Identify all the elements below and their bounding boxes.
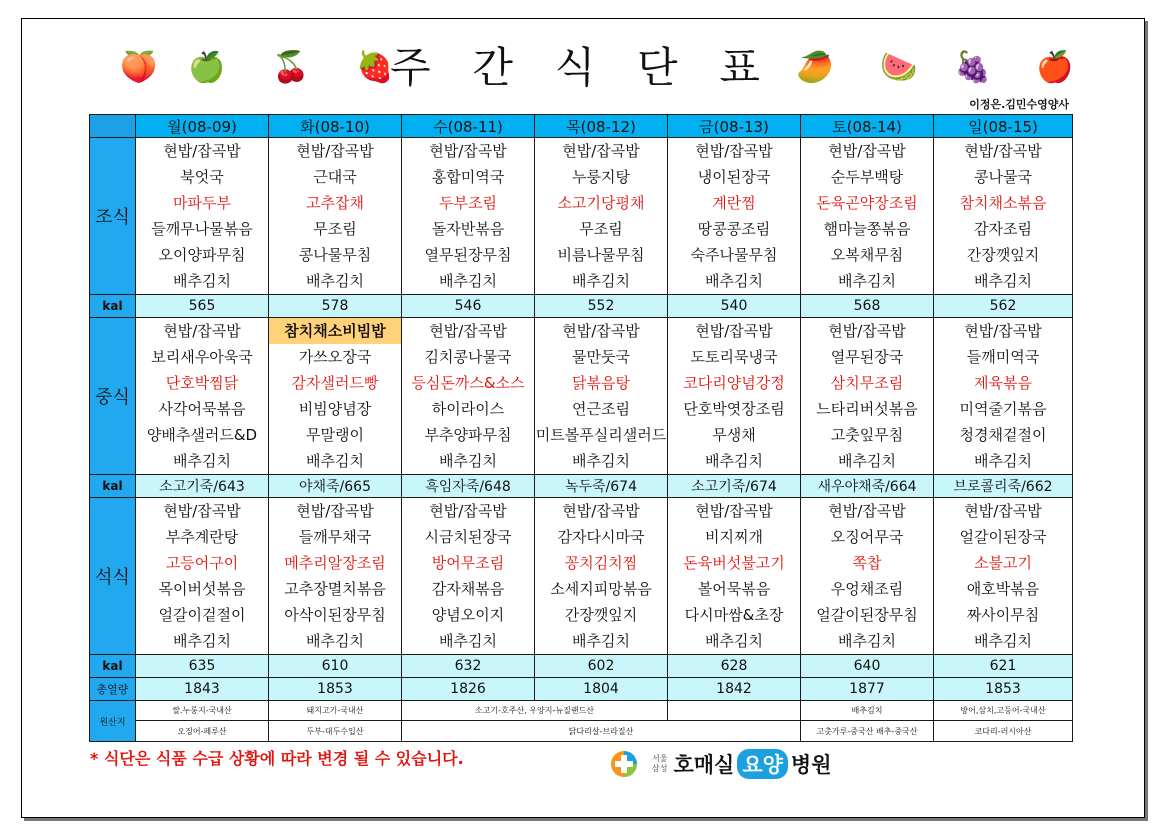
origin-cell: 오징어-페루산 [136,721,269,742]
food-row [90,242,1073,268]
page-title [390,42,760,94]
origin-row [90,701,1073,721]
menu-item: 소고기당평채 [535,190,668,216]
menu-item: 오복채무침 [801,242,934,268]
kal-value: 새우야채죽/664 [801,475,934,498]
menu-item: 단호박찜닭 [136,370,269,396]
menu-item: 고추장멸치볶음 [269,576,402,602]
title-char: 표 [719,43,760,92]
menu-item: 비름나물무침 [535,242,668,268]
food-row [90,628,1073,655]
menu-item: 배추김치 [136,268,269,295]
day-header: 토(08-14) [801,115,934,138]
hospital-name [673,749,831,779]
menu-item: 배추김치 [535,448,668,475]
menu-item: 배추김치 [269,628,402,655]
menu-item: 비지찌개 [668,524,801,550]
pomegranate-icon: 🍎 [1036,50,1074,85]
menu-item: 메추리알장조림 [269,550,402,576]
menu-item: 현밥/잡곡밥 [535,498,668,525]
kal-label: kal [90,295,136,318]
menu-item: 현밥/잡곡밥 [801,318,934,345]
day-header: 금(08-13) [668,115,801,138]
corner-cell [90,115,136,138]
kal-row [90,655,1073,678]
menu-item: 무조림 [269,216,402,242]
kal-value: 552 [535,295,668,318]
logo-small-top: 서울 [652,754,668,763]
watermelon-icon: 🍉 [880,50,918,85]
origin-cell: 소고기-호주산, 우양지-뉴질랜드산 [402,701,668,721]
menu-item: 홍합미역국 [402,164,535,190]
kal-value: 562 [934,295,1073,318]
menu-item: 감자조림 [934,216,1073,242]
notice-text: * 식단은 식품 수급 상황에 따라 변경 될 수 있습니다. [90,749,464,768]
meal-label: 석식 [90,498,136,655]
menu-item: 애호박볶음 [934,576,1073,602]
food-row [90,396,1073,422]
menu-item: 무조림 [535,216,668,242]
origin-cell: 배추김치 [801,701,934,721]
title-char: 주 [390,43,431,92]
origin-cell: 고춧가루-중국산 배추-중국산 [801,721,934,742]
menu-item: 열무된장국 [801,344,934,370]
title-row [0,0,1171,111]
menu-item: 고춧잎무침 [801,422,934,448]
menu-item: 배추김치 [801,628,934,655]
food-row [90,422,1073,448]
kal-value: 568 [801,295,934,318]
food-row [90,524,1073,550]
menu-item: 땅콩콩조림 [668,216,801,242]
day-header: 목(08-12) [535,115,668,138]
hospital-logo-icon [608,748,648,780]
menu-item: 등심돈까스&소스 [402,370,535,396]
total-value: 1853 [934,678,1073,701]
menu-item: 무말랭이 [269,422,402,448]
total-value: 1826 [402,678,535,701]
menu-item: 방어무조림 [402,550,535,576]
menu-item: 배추김치 [136,448,269,475]
menu-item: 들깨미역국 [934,344,1073,370]
logo-small-bottom: 삼성 [652,764,668,773]
menu-item: 비빔양념장 [269,396,402,422]
menu-item: 햄마늘쫑볶음 [801,216,934,242]
food-row [90,318,1073,345]
kal-value: 578 [269,295,402,318]
menu-item: 부추계란탕 [136,524,269,550]
menu-item: 미트볼푸실리샐러드 [535,422,668,448]
menu-item: 짜사이무침 [934,602,1073,628]
menu-item: 도토리묵냉국 [668,344,801,370]
kal-value: 흑임자죽/648 [402,475,535,498]
menu-item: 배추김치 [934,448,1073,475]
menu-item: 북엇국 [136,164,269,190]
food-row [90,370,1073,396]
logo-small-text [652,754,667,774]
menu-item: 배추김치 [269,268,402,295]
menu-item: 하이라이스 [402,396,535,422]
menu-item: 무생채 [668,422,801,448]
kal-row [90,475,1073,498]
kal-value: 632 [402,655,535,678]
menu-item: 현밥/잡곡밥 [402,318,535,345]
raspberry-icon: 🍓 [356,50,394,85]
menu-item: 얼갈이겉절이 [136,602,269,628]
author-label: 이정은.김민수영양사 [969,98,1069,111]
menu-item: 현밥/잡곡밥 [136,318,269,345]
menu-item: 간장깻잎지 [934,242,1073,268]
kal-label: kal [90,655,136,678]
menu-item: 현밥/잡곡밥 [136,498,269,525]
food-row [90,498,1073,525]
kal-value: 녹두죽/674 [535,475,668,498]
menu-item: 현밥/잡곡밥 [668,318,801,345]
meal-label: 조식 [90,138,136,295]
food-row [90,448,1073,475]
kal-value: 브로콜리죽/662 [934,475,1073,498]
kal-label: kal [90,475,136,498]
hospital-logo [608,748,831,780]
menu-item: 소세지피망볶음 [535,576,668,602]
menu-item: 현밥/잡곡밥 [934,138,1073,165]
menu-item: 현밥/잡곡밥 [269,498,402,525]
day-header: 수(08-11) [402,115,535,138]
menu-item: 현밥/잡곡밥 [801,498,934,525]
menu-item: 콩나물국 [934,164,1073,190]
menu-item: 콩나물무침 [269,242,402,268]
menu-item: 배추김치 [535,628,668,655]
menu-item: 양념오이지 [402,602,535,628]
menu-item: 배추김치 [934,628,1073,655]
meal-label: 중식 [90,318,136,475]
apple-icon: 🍏 [188,50,226,85]
menu-item: 시금치된장국 [402,524,535,550]
food-row [90,344,1073,370]
kal-value: 628 [668,655,801,678]
cherry-icon: 🍒 [272,50,310,85]
total-value: 1804 [535,678,668,701]
total-value: 1853 [269,678,402,701]
menu-item: 오징어무국 [801,524,934,550]
origin-cell: 두부-대두수입산 [269,721,402,742]
menu-item: 배추김치 [801,448,934,475]
menu-item: 김치콩나물국 [402,344,535,370]
menu-item: 닭볶음탕 [535,370,668,396]
menu-item: 소불고기 [934,550,1073,576]
title-char: 단 [637,43,678,92]
menu-item: 누룽지탕 [535,164,668,190]
menu-item: 현밥/잡곡밥 [269,138,402,165]
origin-cell: 돼지고기-국내산 [269,701,402,721]
food-row [90,216,1073,242]
menu-item: 느타리버섯볶음 [801,396,934,422]
menu-item: 배추김치 [269,448,402,475]
menu-item: 근대국 [269,164,402,190]
menu-item: 단호박엿장조림 [668,396,801,422]
menu-item: 돈육곤약장조림 [801,190,934,216]
food-row [90,164,1073,190]
food-row [90,602,1073,628]
menu-item: 열무된장무침 [402,242,535,268]
menu-item: 고등어구이 [136,550,269,576]
menu-item: 냉이된장국 [668,164,801,190]
menu-item: 양배추샐러드&D [136,422,269,448]
origin-cell [668,701,801,721]
total-value: 1843 [136,678,269,701]
menu-item: 간장깻잎지 [535,602,668,628]
hospital-name-pill: 요양 [737,749,788,779]
menu-item: 사각어묵볶음 [136,396,269,422]
menu-item: 현밥/잡곡밥 [136,138,269,165]
menu-item: 보리새우아욱국 [136,344,269,370]
kal-value: 546 [402,295,535,318]
header-row [90,115,1073,138]
day-header: 화(08-10) [269,115,402,138]
menu-item: 얼갈이된장무침 [801,602,934,628]
menu-item: 다시마쌈&초장 [668,602,801,628]
food-row [90,268,1073,295]
menu-item: 숙주나물무침 [668,242,801,268]
menu-item: 연근조림 [535,396,668,422]
kal-value: 소고기죽/674 [668,475,801,498]
menu-item: 배추김치 [934,268,1073,295]
menu-item: 고추잡채 [269,190,402,216]
kal-row [90,295,1073,318]
menu-item: 청경채겉절이 [934,422,1073,448]
menu-item: 부추양파무침 [402,422,535,448]
grape-icon: 🍇 [954,50,992,85]
menu-item: 얼갈이된장국 [934,524,1073,550]
menu-item: 배추김치 [668,448,801,475]
menu-item: 마파두부 [136,190,269,216]
menu-item: 코다리양념강정 [668,370,801,396]
menu-item: 배추김치 [535,268,668,295]
origin-row [90,721,1073,742]
total-label: 총열량 [90,678,136,701]
menu-item: 볼어묵볶음 [668,576,801,602]
title-char: 간 [472,43,513,92]
food-row [90,190,1073,216]
menu-item: 감자다시마국 [535,524,668,550]
menu-item: 제육볶음 [934,370,1073,396]
origin-label: 원산지 [90,701,136,742]
menu-item: 현밥/잡곡밥 [535,138,668,165]
menu-item: 참치채소비빔밥 [269,318,402,345]
peach-icon: 🍑 [120,50,158,85]
origin-cell: 닭다리살-브라질산 [402,721,801,742]
hospital-name-pre: 호매실 [673,753,735,777]
menu-item: 오이양파무침 [136,242,269,268]
menu-item: 두부조림 [402,190,535,216]
total-value: 1877 [801,678,934,701]
menu-item: 계란찜 [668,190,801,216]
kal-value: 640 [801,655,934,678]
kal-value: 602 [535,655,668,678]
food-row [90,550,1073,576]
menu-item: 순두부백탕 [801,164,934,190]
hospital-name-post: 병원 [790,753,832,777]
menu-item: 미역줄기볶음 [934,396,1073,422]
menu-item: 현밥/잡곡밥 [402,498,535,525]
menu-item: 감자채볶음 [402,576,535,602]
menu-item: 배추김치 [136,628,269,655]
menu-item: 배추김치 [668,628,801,655]
menu-item: 현밥/잡곡밥 [668,498,801,525]
kal-value: 540 [668,295,801,318]
kal-value: 565 [136,295,269,318]
menu-item: 꽁치김치찜 [535,550,668,576]
menu-item: 배추김치 [668,268,801,295]
origin-cell: 쌀.누룽지-국내산 [136,701,269,721]
weekly-menu-table [89,114,1073,742]
menu-item: 우엉채조림 [801,576,934,602]
total-row [90,678,1073,701]
kal-value: 610 [269,655,402,678]
menu-item: 배추김치 [402,268,535,295]
menu-item: 가쓰오장국 [269,344,402,370]
menu-item: 참치채소볶음 [934,190,1073,216]
menu-item: 목이버섯볶음 [136,576,269,602]
kal-value: 야채죽/665 [269,475,402,498]
title-char: 식 [554,43,596,92]
origin-cell: 코다리-러시아산 [934,721,1073,742]
menu-item: 배추김치 [801,268,934,295]
menu-item: 아삭이된장무침 [269,602,402,628]
menu-item: 들깨무나물볶음 [136,216,269,242]
origin-cell: 방어,삼치,고등어-국내산 [934,701,1073,721]
menu-item: 현밥/잡곡밥 [402,138,535,165]
menu-item: 돌자반볶음 [402,216,535,242]
mango-icon: 🥭 [796,50,834,85]
menu-item: 현밥/잡곡밥 [668,138,801,165]
menu-item: 현밥/잡곡밥 [801,138,934,165]
food-row [90,576,1073,602]
menu-item: 돈육버섯불고기 [668,550,801,576]
menu-item: 감자샐러드빵 [269,370,402,396]
menu-item: 배추김치 [402,628,535,655]
day-header: 일(08-15) [934,115,1073,138]
menu-item: 현밥/잡곡밥 [934,318,1073,345]
kal-value: 635 [136,655,269,678]
menu-item: 삼치무조림 [801,370,934,396]
menu-item: 물만둣국 [535,344,668,370]
menu-item: 현밥/잡곡밥 [535,318,668,345]
food-row [90,138,1073,165]
menu-item: 쪽찹 [801,550,934,576]
kal-value: 소고기죽/643 [136,475,269,498]
day-header: 월(08-09) [136,115,269,138]
kal-value: 621 [934,655,1073,678]
total-value: 1842 [668,678,801,701]
menu-item: 배추김치 [402,448,535,475]
menu-item: 들깨무채국 [269,524,402,550]
menu-item: 현밥/잡곡밥 [934,498,1073,525]
